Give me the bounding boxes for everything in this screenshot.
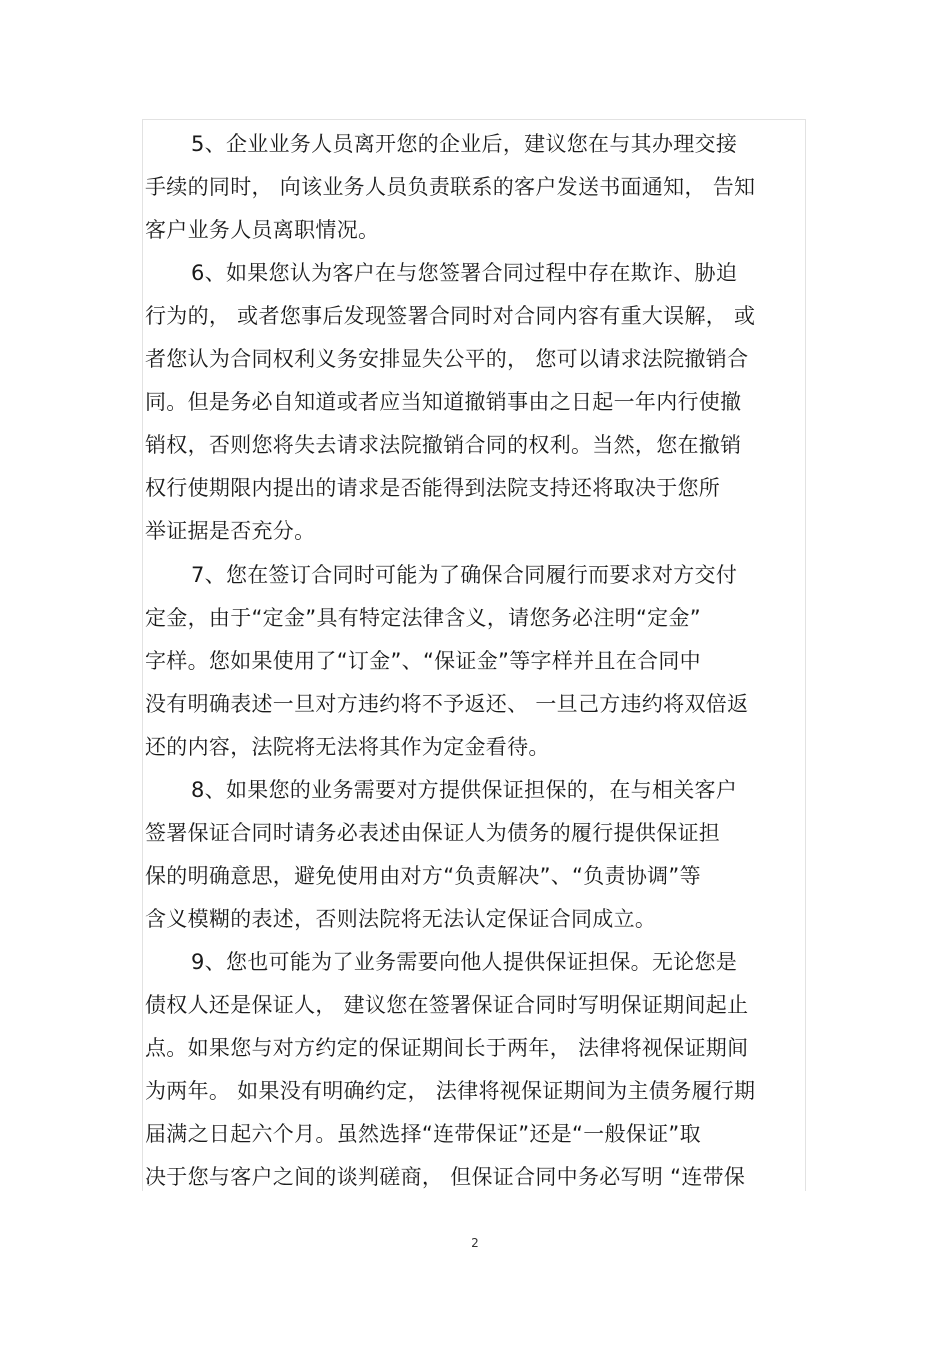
paragraph-7-line-1: 7、您在签订合同时可能为了确保合同履行而要求对方交付	[191, 563, 738, 587]
paragraph-9-line-2: 债权人还是保证人， 建议您在签署保证合同时写明保证期间起止	[145, 993, 749, 1017]
paragraph-5-line-2: 手续的同时， 向该业务人员负责联系的客户发送书面通知， 告知	[145, 175, 756, 199]
paragraph-8-line-3: 保的明确意思，避免使用由对方“负责解决”、“负责协调”等	[145, 864, 701, 888]
paragraph-7-line-3: 字样。您如果使用了“订金”、“保证金”等字样并且在合同中	[145, 649, 701, 673]
paragraph-7-line-2: 定金，由于“定金”具有特定法律含义，请您务必注明“定金”	[145, 606, 701, 630]
paragraph-5-line-1: 5、企业业务人员离开您的企业后，建议您在与其办理交接	[191, 132, 738, 156]
paragraph-9-line-4: 为两年。 如果没有明确约定， 法律将视保证期间为主债务履行期	[145, 1079, 756, 1103]
paragraph-9-line-5: 届满之日起六个月。虽然选择“连带保证”还是“一般保证”取	[145, 1122, 701, 1146]
paragraph-6-line-4: 同。但是务必自知道或者应当知道撤销事由之日起一年内行使撤	[145, 390, 742, 414]
paragraph-9-line-6: 决于您与客户之间的谈判磋商， 但保证合同中务必写明 “连带保	[145, 1165, 746, 1189]
paragraph-5-line-3: 客户业务人员离职情况。	[145, 218, 380, 242]
paragraph-8-line-1: 8、如果您的业务需要对方提供保证担保的，在与相关客户	[191, 778, 738, 802]
paragraph-6-line-3: 者您认为合同权利义务安排显失公平的， 您可以请求法院撤销合	[145, 347, 749, 371]
paragraph-6-line-5: 销权，否则您将失去请求法院撤销合同的权利。当然，您在撤销	[145, 433, 742, 457]
paragraph-8-line-2: 签署保证合同时请务必表述由保证人为债务的履行提供保证担	[145, 821, 721, 845]
paragraph-8-line-4: 含义模糊的表述，否则法院将无法认定保证合同成立。	[145, 907, 657, 931]
paragraph-6-line-6: 权行使期限内提出的请求是否能得到法院支持还将取决于您所	[145, 476, 721, 500]
paragraph-9-line-3: 点。如果您与对方约定的保证期间长于两年， 法律将视保证期间	[145, 1036, 749, 1060]
paragraph-6-line-1: 6、如果您认为客户在与您签署合同过程中存在欺诈、胁迫	[191, 261, 738, 285]
paragraph-9-line-1: 9、您也可能为了业务需要向他人提供保证担保。无论您是	[191, 950, 738, 974]
page-number: 2	[471, 1236, 479, 1250]
paragraph-6-line-7: 举证据是否充分。	[145, 519, 316, 543]
paragraph-6-line-2: 行为的， 或者您事后发现签署合同时对合同内容有重大误解， 或	[145, 304, 756, 328]
paragraph-7-line-4: 没有明确表述一旦对方违约将不予返还、 一旦己方违约将双倍返	[145, 692, 749, 716]
paragraph-7-line-5: 还的内容，法院将无法将其作为定金看待。	[145, 735, 550, 759]
